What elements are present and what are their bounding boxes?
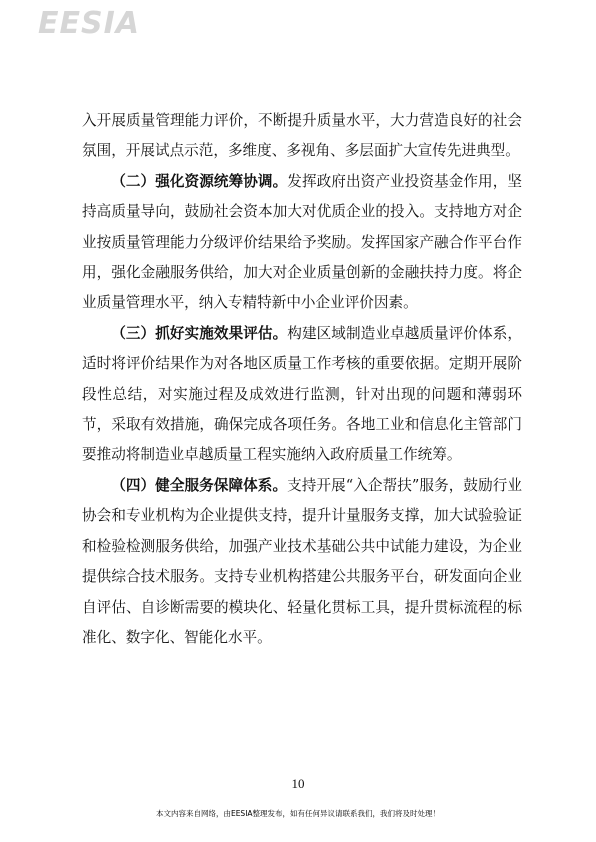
section-heading: （三）抓好实施效果评估。 (111, 324, 288, 342)
eesia-logo: EESIA (38, 6, 140, 41)
paragraph-resource-coordination (82, 167, 522, 319)
paragraph-text: 发挥政府出资产业投资基金作用，坚持高质量导向，鼓励社会资本加大对优质企业的投入。支持地方对企业按质量管理能力分级评价结果给予奖励。发挥国家产融合作平台作用，强化金融服务供给，加大对企业质量创新的金融扶持力度。将企业质量管理水平，纳入专精特新中小企业评价因素。 (82, 172, 522, 312)
paragraph-text: 入开展质量管理能力评价，不断提升质量水平，大力营造良好的社会氛围，开展试点示范，多维度、多视角、多层面扩大宣传先进典型。 (82, 112, 522, 160)
page-number: 10 (291, 776, 305, 791)
paragraph-text: 构建区域制造业卓越质量评价体系，适时将评价结果作为对各地区质量工作考核的重要依据。定期开展阶段性总结，对实施过程及成效进行监测，针对出现的问题和薄弱环节，采取有效措施，确保完成各项任务。各地工业和信息化主管部门要推动将制造业卓越质量工程实施纳入政府质量工作统筹。 (82, 324, 522, 464)
section-heading: （二）强化资源统筹协调。 (111, 172, 288, 190)
paragraph-service-support (82, 471, 522, 653)
paragraph-implementation-evaluation (82, 319, 522, 471)
section-heading: （四）健全服务保障体系。 (111, 476, 288, 494)
paragraph-continuation (82, 106, 522, 167)
footer-disclaimer: 本文内容来自网络，由EESIA整理发布，如有任何异议请联系我们，我们将及时处理！ (155, 809, 441, 818)
document-body (82, 106, 522, 653)
paragraph-text: 支持开展“入企帮扶”服务，鼓励行业协会和专业机构为企业提供支持，提升计量服务支撑，加大试验验证和检验检测服务供给，加强产业技术基础公共中试能力建设，为企业提供综合技术服务。支持专业机构搭建公共服务平台，研发面向企业自评估、自诊断需要的模块化、轻量化贯标工具，提升贯标流程的标准化、数字化、智能化水平。 (82, 476, 522, 646)
